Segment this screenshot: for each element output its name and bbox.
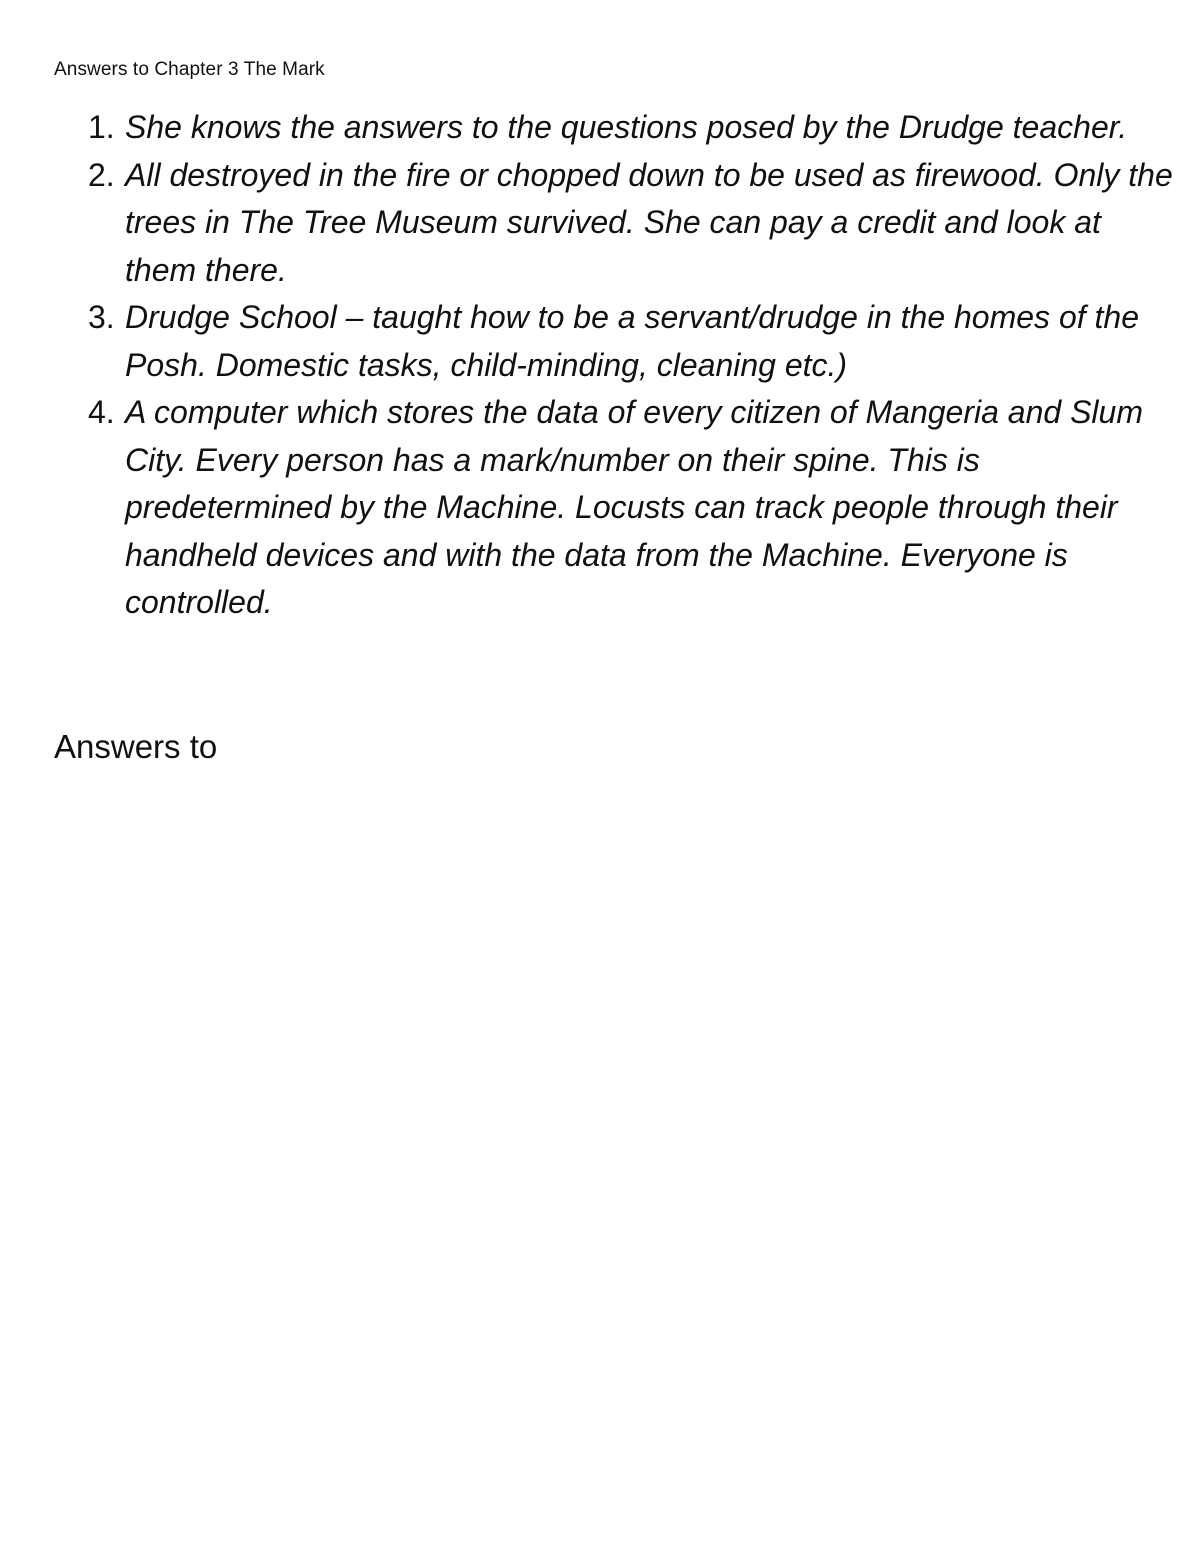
section-heading: Answers to [54, 728, 218, 765]
answer-number: 3. [88, 299, 115, 335]
answer-text: She knows the answers to the questions posed by the Drudge teacher. [125, 109, 1128, 145]
answer-text: All destroyed in the fire or chopped down to be used as firewood. Only the trees in The Tree Museum survived. She can pay a credit and look at them there. [125, 156, 1173, 288]
answer-item-2 [88, 152, 1178, 295]
answer-item-3 [88, 294, 1178, 389]
answer-number: 2. [88, 156, 115, 193]
answer-text: Drudge School – taught how to be a servant/drudge in the homes of the Posh. Domestic tasks, child-minding, cleaning etc.) [125, 299, 1139, 383]
answer-text: A computer which stores the data of every citizen of Mangeria and Slum City. Every person has a mark/number on their spine. This is predetermined by the Machine. Locusts can track people through their handheld devices and with the data from the Machine. Everyone is controlled. [125, 394, 1143, 620]
answers-list [88, 104, 1178, 627]
page-header: Answers to Chapter 3 The Mark [54, 59, 325, 80]
answer-number: 1. [88, 109, 115, 145]
answer-number: 4. [88, 394, 115, 430]
answer-item-1 [88, 104, 1178, 152]
answer-item-4 [88, 389, 1178, 627]
